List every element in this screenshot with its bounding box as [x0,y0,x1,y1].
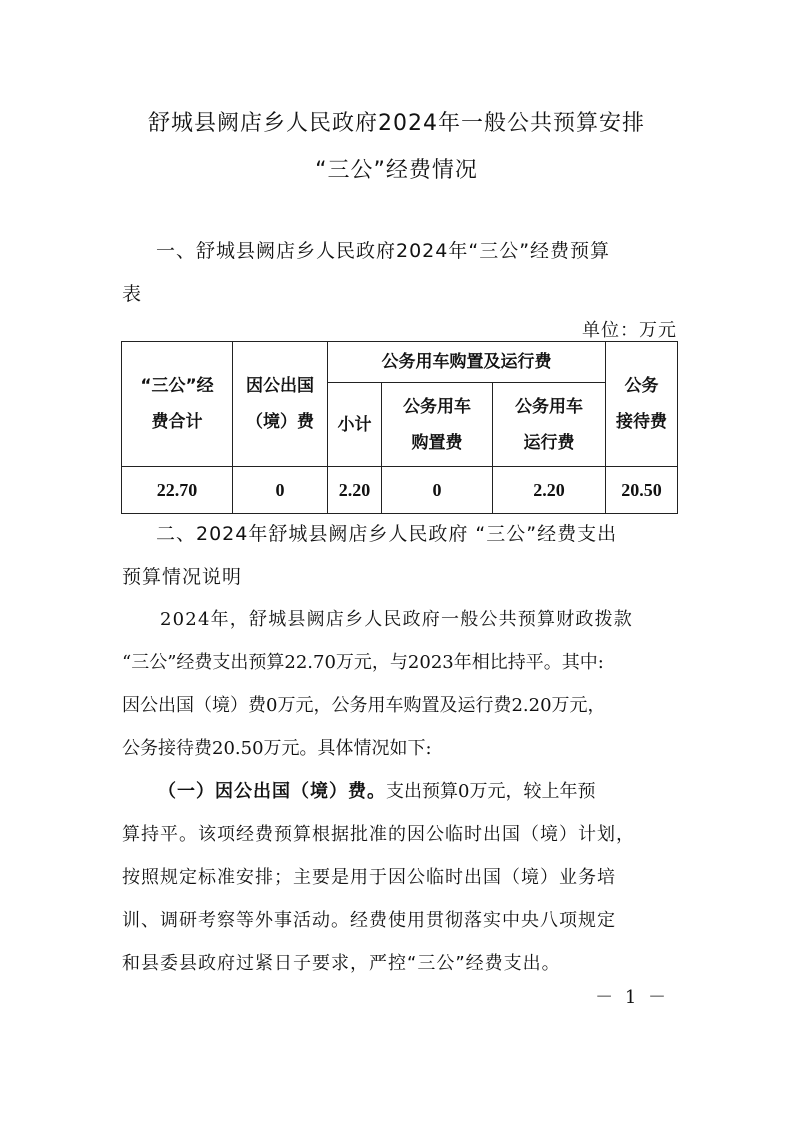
document-title-line2: “三公”经费情况 [315,158,478,183]
page-number: － 1 － [595,987,669,1008]
header-operation-line1: 公务用车 [515,396,584,417]
paragraph1-line4: 公务接待费20.50万元。具体情况如下: [122,738,432,759]
paragraph2-line5: 和县委县政府过紧日子要求，严控“三公”经费支出。 [122,953,561,974]
header-abroad-line2: （境）费 [246,412,314,432]
paragraph2-line3: 按照规定标准安排；主要是用于因公临时出国（境）业务培 [122,867,616,888]
section1-heading: 一、舒城县阙店乡人民政府2024年“三公”经费预算 [156,240,611,262]
header-total-line1: “三公”经 [140,376,214,396]
paragraph1-line3: 因公出国（境）费0万元，公务用车购置及运行费2.20万元， [122,695,606,716]
budget-table [121,341,678,514]
paragraph2-line1 [158,779,713,805]
value-subtotal: 2.20 [328,467,382,514]
header-abroad [233,342,328,467]
value-vehicle-purchase: 0 [382,467,493,514]
paragraph2-line2: 算持平。该项经费预算根据批准的因公临时出国（境）计划， [122,824,635,845]
header-purchase-line2: 购置费 [411,432,463,453]
table-unit-label: 单位：万元 [582,320,677,341]
header-total-line2: 费合计 [151,412,203,432]
paragraph2-line4: 训、调研考察等外事活动。经费使用贯彻落实中央八项规定 [122,910,616,931]
header-reception-line1: 公务 [624,376,659,396]
header-operation-line2: 运行费 [523,432,575,453]
header-subtotal: 小计 [328,383,382,467]
header-vehicle-group: 公务用车购置及运行费 [328,342,606,383]
header-reception-line2: 接待费 [616,412,668,432]
header-purchase-line1: 公务用车 [403,396,471,417]
header-vehicle-operation [493,383,606,467]
value-reception: 20.50 [606,467,678,514]
section2-heading-continued: 预算情况说明 [122,566,243,588]
section2-heading: 二、2024年舒城县阙店乡人民政府 “三公”经费支出 [156,523,618,545]
paragraph1-line2: “三公”经费支出预算22.70万元，与2023年相比持平。其中: [122,652,604,673]
paragraph2-line1-rest: 支出预算0万元，较上年预 [386,781,596,802]
header-vehicle-purchase [382,383,493,467]
value-vehicle-operation: 2.20 [493,467,606,514]
abroad-fee-lead: （一）因公出国（境）费。 [158,781,386,802]
value-total: 22.70 [122,467,233,514]
header-total [122,342,233,467]
document-title-line1: 舒城县阙店乡人民政府2024年一般公共预算安排 [148,111,645,136]
value-abroad: 0 [233,467,328,514]
section1-heading-continued: 表 [122,283,143,305]
header-reception [606,342,678,467]
header-abroad-line1: 因公出国 [246,376,314,396]
paragraph1-line1: 2024年，舒城县阙店乡人民政府一般公共预算财政拨款 [160,609,634,630]
